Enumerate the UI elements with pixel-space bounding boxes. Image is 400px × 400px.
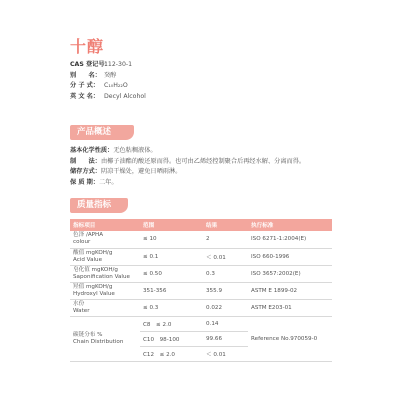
overview-label: 制 法： xyxy=(70,157,101,165)
item-standard: ASTM E203-01 xyxy=(248,299,332,316)
item-range: C12 ≤ 2.0 xyxy=(140,346,203,361)
item-name-cn: 色泽 /APHA xyxy=(73,232,104,239)
info-value: 112-30-1 xyxy=(104,61,133,68)
overview-section xyxy=(70,146,350,188)
item-range: C10 98-100 xyxy=(140,331,203,346)
item-standard: ISO 3657:2002(E) xyxy=(248,265,332,282)
info-label: 英 文 名： xyxy=(70,92,100,100)
table-header-row xyxy=(70,219,332,231)
overview-row xyxy=(70,146,350,157)
info-row-english-name xyxy=(70,92,146,103)
item-name-cn: 碳链分布 % xyxy=(73,331,103,338)
item-result: 0.14 xyxy=(203,316,248,331)
item-name-en: Saponification Value xyxy=(73,273,130,280)
item-name-cn: 羟值 mgKOH/g xyxy=(73,283,113,290)
item-name-cn: 皂化值 mgKOH/g xyxy=(73,266,118,273)
item-standard: ISO 6271-1:2004(E) xyxy=(248,231,332,248)
item-standard: Reference No.970059-0 xyxy=(248,316,332,361)
header-result: 结果 xyxy=(203,219,248,231)
item-name-cn: 水份 xyxy=(73,300,85,307)
header-item: 指标项目 xyxy=(70,219,140,231)
table-row xyxy=(70,231,332,248)
item-range: C8 ≤ 2.0 xyxy=(140,316,203,331)
section-heading-overview: 产品概述 xyxy=(70,125,134,140)
overview-label: 保 质 期： xyxy=(70,178,100,186)
item-name xyxy=(70,316,140,361)
overview-value: 二年。 xyxy=(99,178,118,186)
overview-value: 阴凉干燥处，避免日晒雨淋。 xyxy=(100,168,182,175)
info-label: CAS 登记号： xyxy=(70,61,111,68)
info-label: 别 名： xyxy=(70,71,101,79)
item-standard: ASTM E 1899-02 xyxy=(248,282,332,299)
info-row-cas xyxy=(70,60,146,71)
product-title: 十醇 xyxy=(70,37,105,56)
item-range: ≤ 0.3 xyxy=(140,299,203,316)
info-value: Decyl Alcohol xyxy=(104,92,146,100)
info-row-formula xyxy=(70,81,146,92)
section-heading-quality: 质量指标 xyxy=(70,198,128,213)
quality-spec-table xyxy=(70,219,332,362)
header-range: 范围 xyxy=(140,219,203,231)
item-result: 0.3 xyxy=(203,265,248,282)
table-row xyxy=(70,299,332,316)
item-name xyxy=(70,248,140,265)
overview-label: 储存方式： xyxy=(70,168,101,175)
item-name-en: Chain Distribution xyxy=(73,338,124,345)
overview-label: 基本化学性质： xyxy=(70,147,114,154)
item-name xyxy=(70,299,140,316)
item-result: 2 xyxy=(203,231,248,248)
item-name xyxy=(70,265,140,282)
item-name xyxy=(70,231,140,248)
item-result: 99.66 xyxy=(203,331,248,346)
table-row xyxy=(70,282,332,299)
item-result: 0.022 xyxy=(203,299,248,316)
item-result: ＜ 0.01 xyxy=(203,248,248,265)
item-range: ≤ 10 xyxy=(140,231,203,248)
item-name-en: Acid Value xyxy=(73,256,103,263)
table-row-chain xyxy=(70,316,332,331)
overview-row xyxy=(70,157,350,168)
header-standard: 执行标准 xyxy=(248,219,332,231)
overview-value: 由椰子油酯的酸还原而得。也可由乙烯经控制聚合后再经水解、分离而得。 xyxy=(100,157,306,165)
item-range: ≤ 0.1 xyxy=(140,248,203,265)
product-info xyxy=(70,60,146,102)
info-label: 分 子 式： xyxy=(70,82,100,89)
item-name xyxy=(70,282,140,299)
item-name-en: colour xyxy=(73,239,91,246)
item-name-en: Water xyxy=(73,307,90,314)
table-row xyxy=(70,265,332,282)
item-standard: ISO 660-1996 xyxy=(248,248,332,265)
overview-row xyxy=(70,178,350,189)
overview-row xyxy=(70,167,350,178)
overview-value: 无色粘稠液体。 xyxy=(113,147,157,154)
info-row-alias xyxy=(70,71,146,82)
info-value: C₁₀H₂₂O xyxy=(104,82,128,89)
item-range: ≤ 0.50 xyxy=(140,265,203,282)
item-range: 351-356 xyxy=(140,282,203,299)
item-result: 355.9 xyxy=(203,282,248,299)
item-result: ＜ 0.01 xyxy=(203,346,248,361)
table-row xyxy=(70,248,332,265)
info-value: 癸醇 xyxy=(104,71,117,79)
item-name-cn: 酸值 mgKOH/g xyxy=(73,249,113,256)
item-name-en: Hydroxyl Value xyxy=(73,290,115,297)
